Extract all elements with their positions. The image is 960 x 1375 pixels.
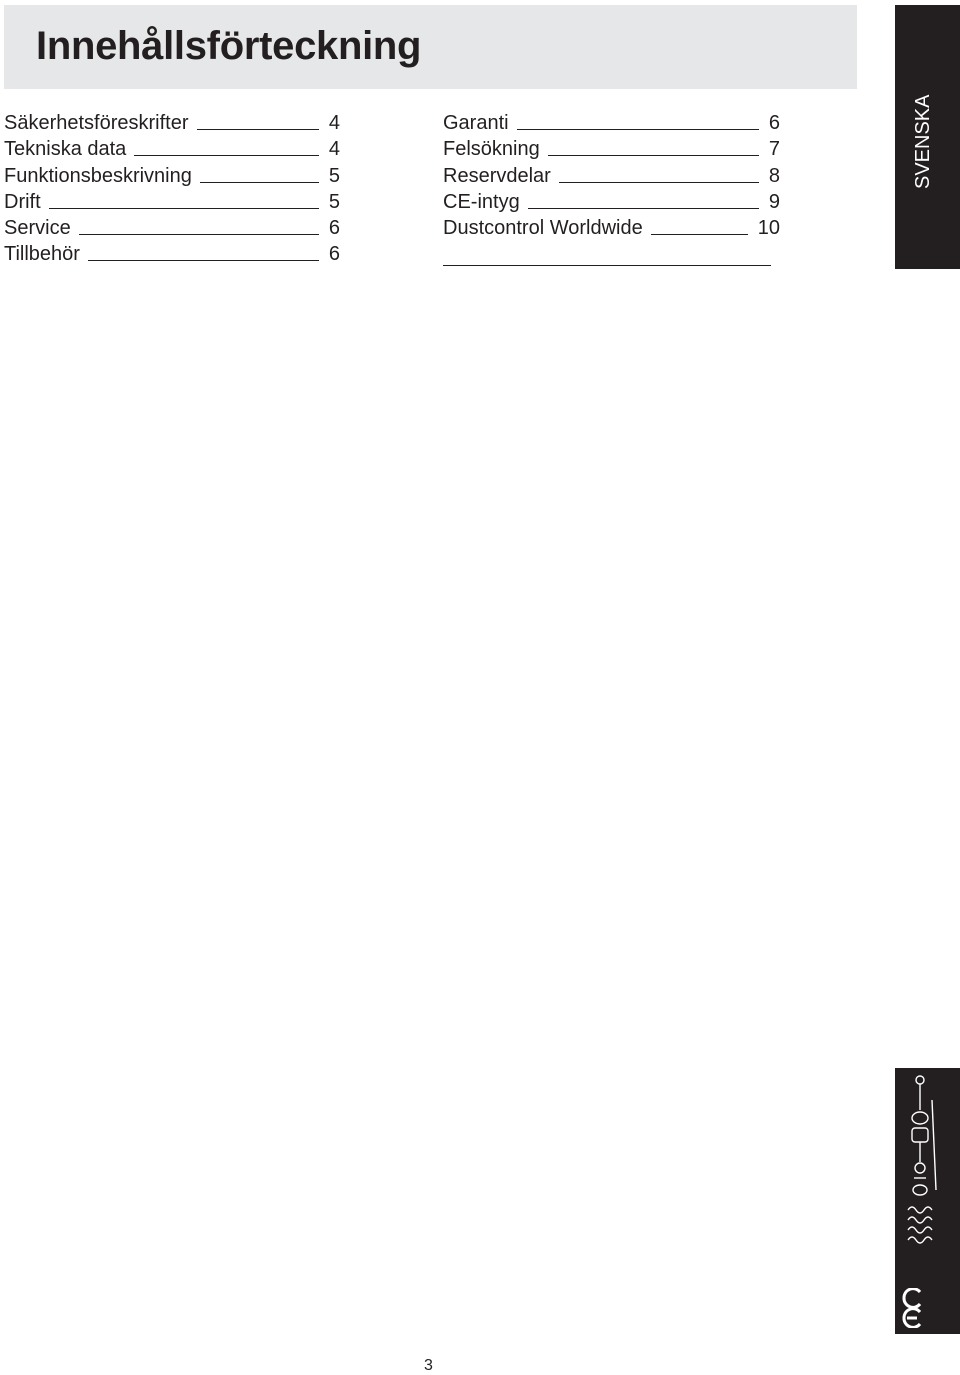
toc-entry-label: Tillbehör [4,243,80,266]
toc-entry-label: Dustcontrol Worldwide [443,216,643,239]
toc-entry-page: 7 [768,138,780,161]
toc-entry-label: Felsökning [443,138,540,161]
toc-entry-page: 6 [328,216,340,239]
toc-entry-label: Garanti [443,112,509,135]
toc-leader-line [200,182,319,183]
toc-entry-page: 6 [328,243,340,266]
toc-entry[interactable] [443,135,780,161]
toc-column-right [443,109,780,266]
toc-leader-line [559,182,759,183]
toc-entry[interactable] [4,240,340,266]
toc-entry[interactable] [443,109,780,135]
toc-leader-line [528,208,759,209]
toc-leader-line [548,155,759,156]
toc-entry-label: Funktionsbeskrivning [4,164,192,187]
ce-mark-icon [901,1288,923,1328]
toc-leader-line [517,129,759,130]
toc-entry[interactable] [4,214,340,240]
toc-leader-line [49,208,319,209]
toc-entry-label: Drift [4,190,41,213]
blank-rule [443,240,771,266]
toc-entry-page: 8 [768,164,780,187]
toc-entry-page: 4 [328,112,340,135]
toc-leader-line [651,234,748,235]
toc-entry[interactable] [443,188,780,214]
toc-entry[interactable] [4,161,340,187]
toc-entry[interactable] [4,135,340,161]
language-label: SVENSKA [912,94,934,189]
toc-entry[interactable] [4,188,340,214]
toc-entry-label: Reservdelar [443,164,551,187]
toc-entry-label: Service [4,216,71,239]
toc-entry-label: Säkerhetsföreskrifter [4,112,189,135]
toc-entry-page: 10 [757,216,780,239]
page-number: 3 [424,1357,433,1374]
toc-entry-page: 9 [768,190,780,213]
toc-leader-line [88,260,319,261]
toc-entry[interactable] [4,109,340,135]
toc-entry-label: CE-intyg [443,190,520,213]
toc-entry[interactable] [443,214,780,240]
toc-entry-label: Tekniska data [4,138,127,161]
toc-entry-page: 4 [328,138,340,161]
toc-entry-page: 5 [328,190,340,213]
page-title: Innehållsförteckning [36,24,422,68]
language-tab[interactable] [895,5,960,269]
toc-entry-page: 6 [768,112,780,135]
toc-entry[interactable] [443,161,780,187]
toc-column-left [4,109,340,266]
toc-entry-page: 5 [328,164,340,187]
toc-leader-line [197,129,319,130]
toc-leader-line [134,155,319,156]
product-tab [895,1068,960,1334]
product-drawing-icon [900,1070,940,1252]
toc-leader-line [79,234,319,235]
